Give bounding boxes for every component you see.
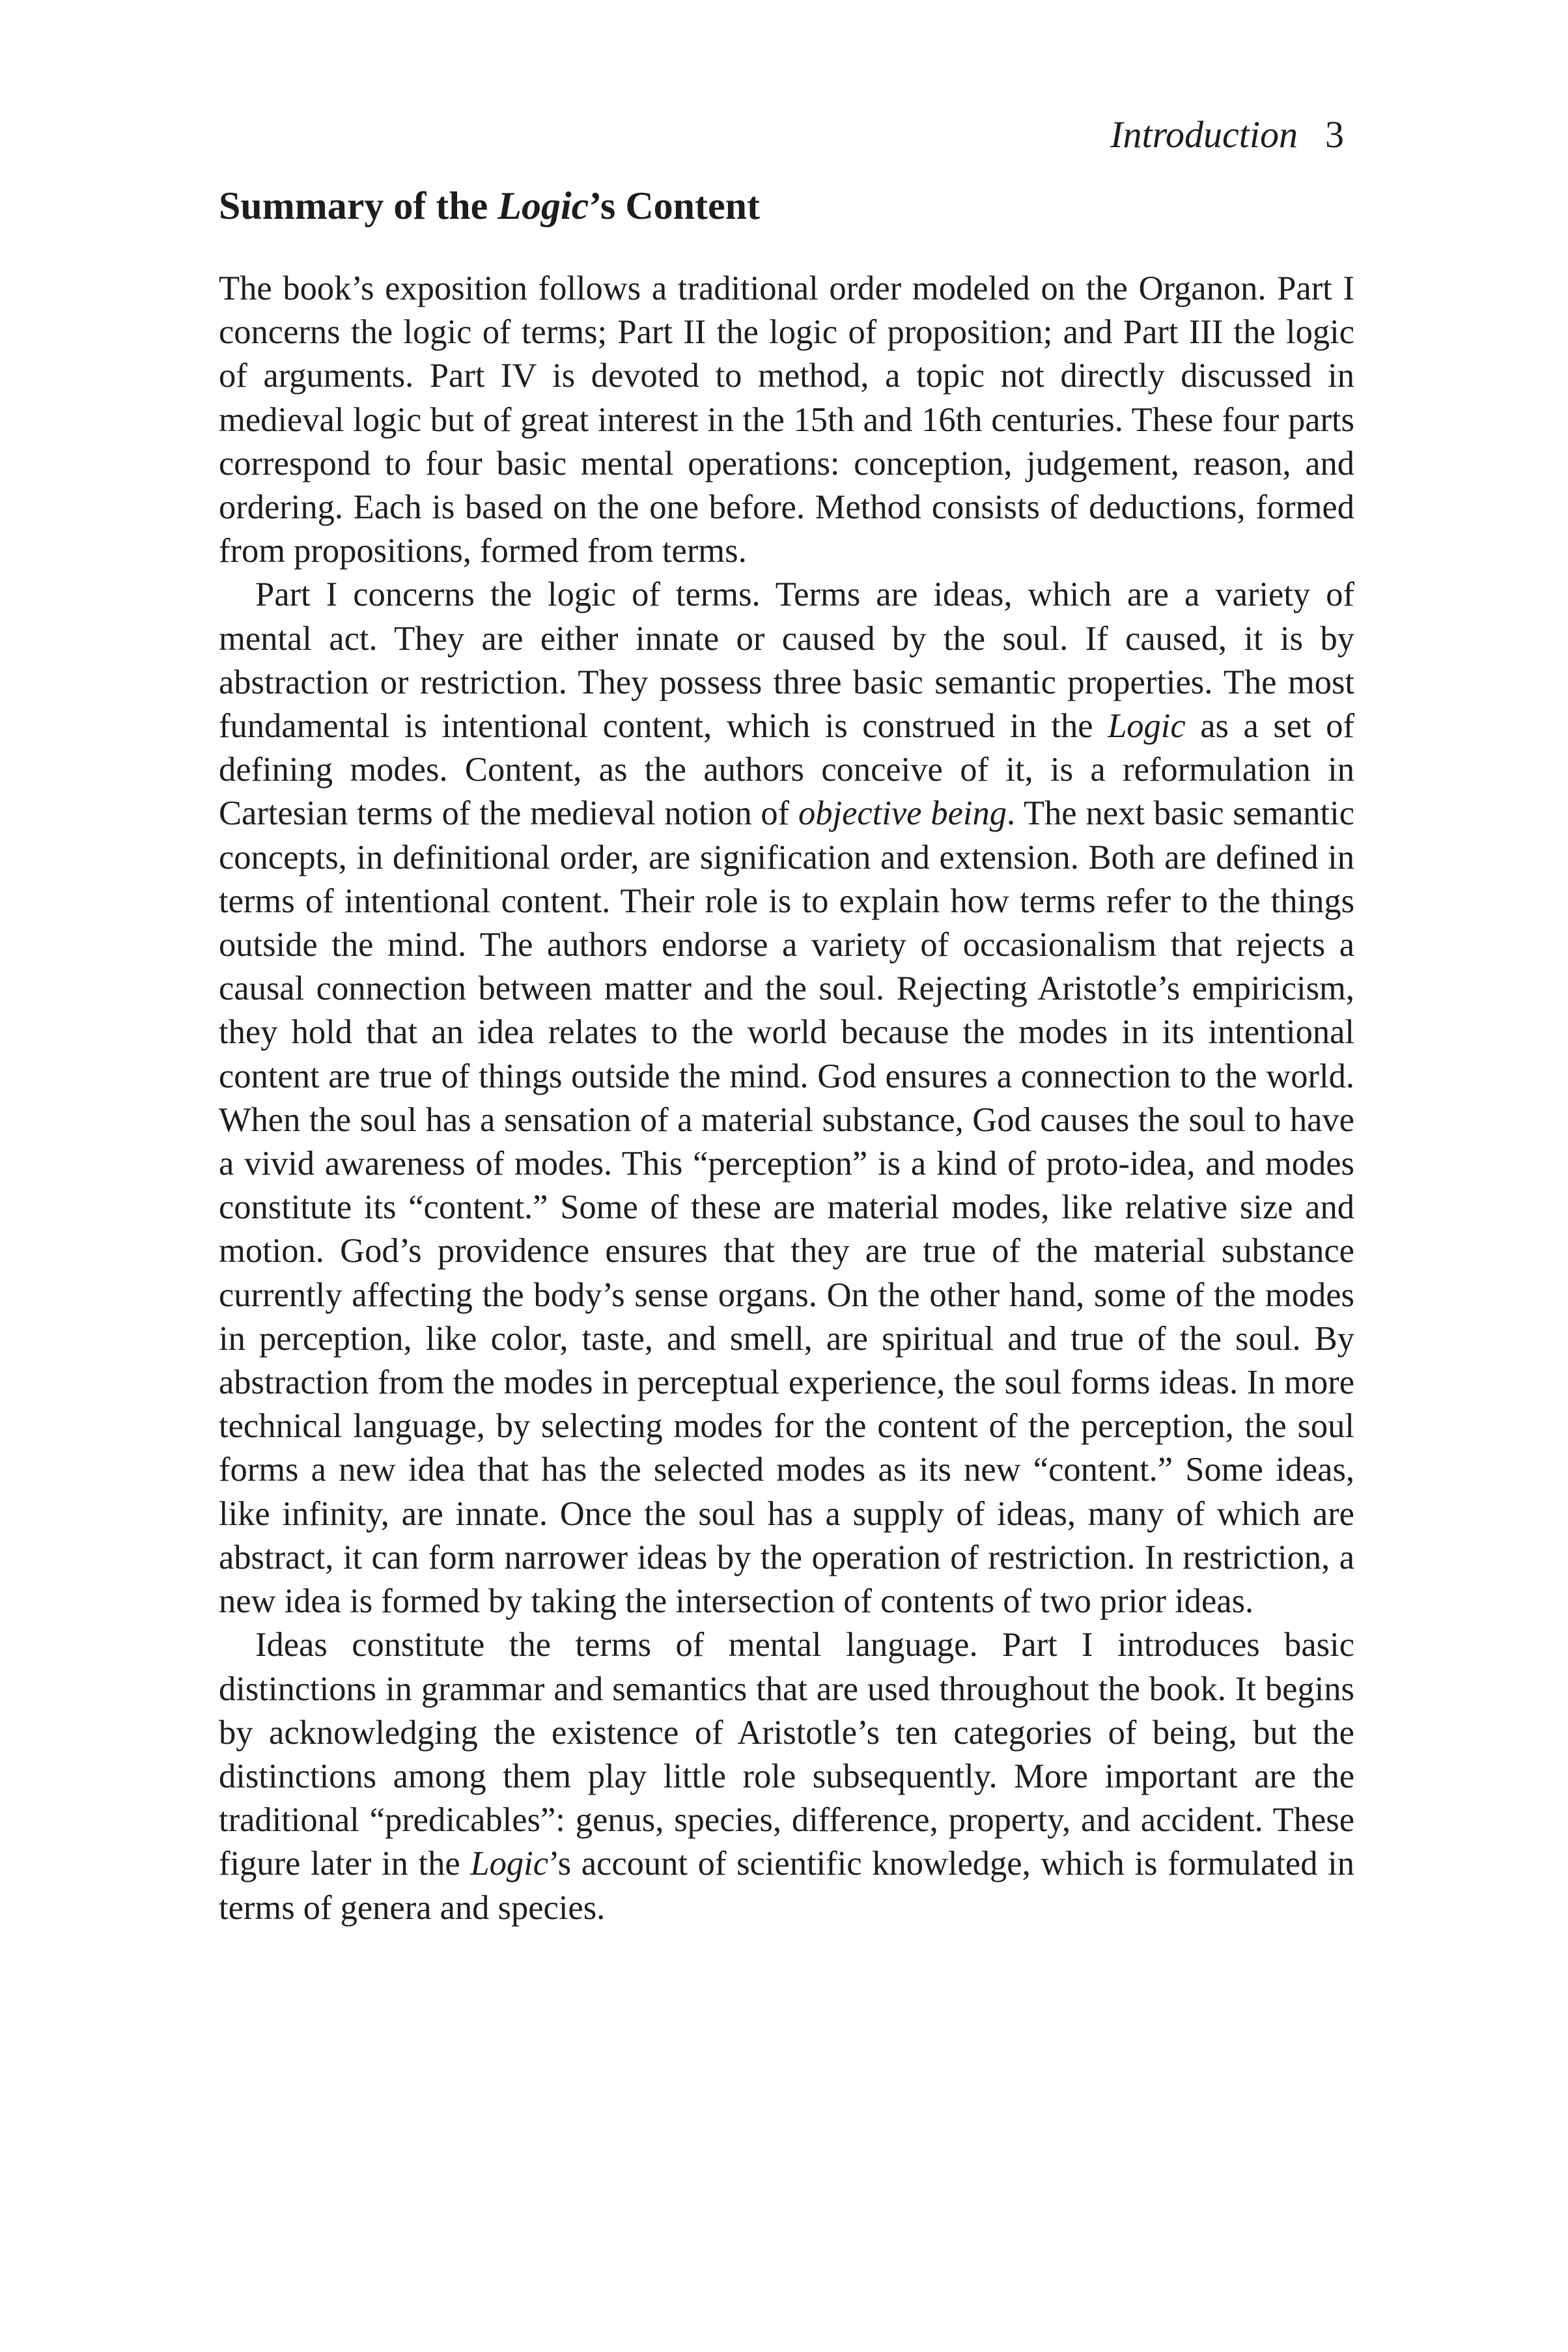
paragraph-2-text-1: Part I concerns the logic of terms. Terms are ideas, which are a variety of mental act. They are either innate or caused by the soul. If caused, it is by abstraction or restriction. They possess three basic semantic properties. The most fundamental is intentional content, which is construed in the bbox=[219, 576, 1354, 746]
paragraph-3-text-1: Ideas constitute the terms of mental language. Part I introduces basic distinctions in grammar and semantics that are used throughout the book. It begins by acknowledging the existence of Aristotle’s ten categories of being, but the distinctions among them play little role subsequently. More important are the traditional “predicables”: genus, species, difference, property, and accident. These figure later in the bbox=[219, 1626, 1354, 1883]
paragraph-3-text-2: ’s account of scientific knowledge, which is formulated in terms of genera and species. bbox=[219, 1845, 1354, 1927]
running-head bbox=[1110, 113, 1344, 156]
heading-text-2: ’s Content bbox=[589, 184, 761, 227]
paragraph-3-italic-1: Logic bbox=[470, 1845, 548, 1883]
section-heading bbox=[219, 182, 1354, 229]
heading-text-1: Summary of the bbox=[219, 184, 498, 227]
paragraph-2-italic-1: Logic bbox=[1108, 707, 1186, 746]
paragraph-2-text-2: as a set of defining modes. Content, as the authors conceive of it, is a reformulation in Cartesian terms of the medieval notion of bbox=[219, 707, 1354, 833]
paragraph-3 bbox=[219, 1623, 1354, 1929]
paragraph-2 bbox=[219, 573, 1354, 1623]
page-number: 3 bbox=[1325, 113, 1344, 156]
running-head-title: Introduction bbox=[1110, 113, 1298, 156]
paragraph-2-text-3: . The next basic semantic concepts, in definitional order, are signification and extension. Both are defined in terms of intentional content. Their role is to explain how terms refer to the things outside the mind. The authors endorse a variety of occasionalism that rejects a causal connection between matter and the soul. Rejecting Aristotle’s empiricism, they hold that an idea relates to the world because the modes in its intentional content are true of things outside the mind. God ensures a connection to the world. When the soul has a sensation of a material substance, God causes the soul to have a vivid awareness of modes. This “perception” is a kind of proto-idea, and modes constitute its “content.” Some of these are material modes, like relative size and motion. God’s providence ensures that they are true of the material substance currently affecting the body’s sense organs. On the other hand, some of the modes in perception, like color, taste, and smell, are spiritual and true of the soul. By abstraction from the modes in perceptual experience, the soul forms ideas. In more technical language, by selecting modes for the content of the perception, the soul forms a new idea that has the selected modes as its new “content.” Some ideas, like infinity, are innate. Once the soul has a supply of ideas, many of which are abstract, it can form narrower ideas by the operation of restriction. In restriction, a new idea is formed by taking the intersection of contents of two prior ideas. bbox=[219, 794, 1355, 1621]
paragraph-2-italic-2: objective being bbox=[798, 794, 1007, 833]
paragraph-1: The book’s exposition follows a traditional order modeled on the Organon. Part I concerns the logic of terms; Part II the logic of proposition; and Part III the logic of arguments. Part IV is devoted to method, a topic not directly discussed in medieval logic but of great interest in the 15th and 16th centuries. These four parts correspond to four basic mental operations: conception, judgement, reason, and ordering. Each is based on the one before. Method consists of deductions, formed from propositions, formed from terms. bbox=[219, 270, 1354, 570]
page-body bbox=[219, 182, 1354, 1930]
heading-italic-title: Logic bbox=[497, 184, 589, 227]
